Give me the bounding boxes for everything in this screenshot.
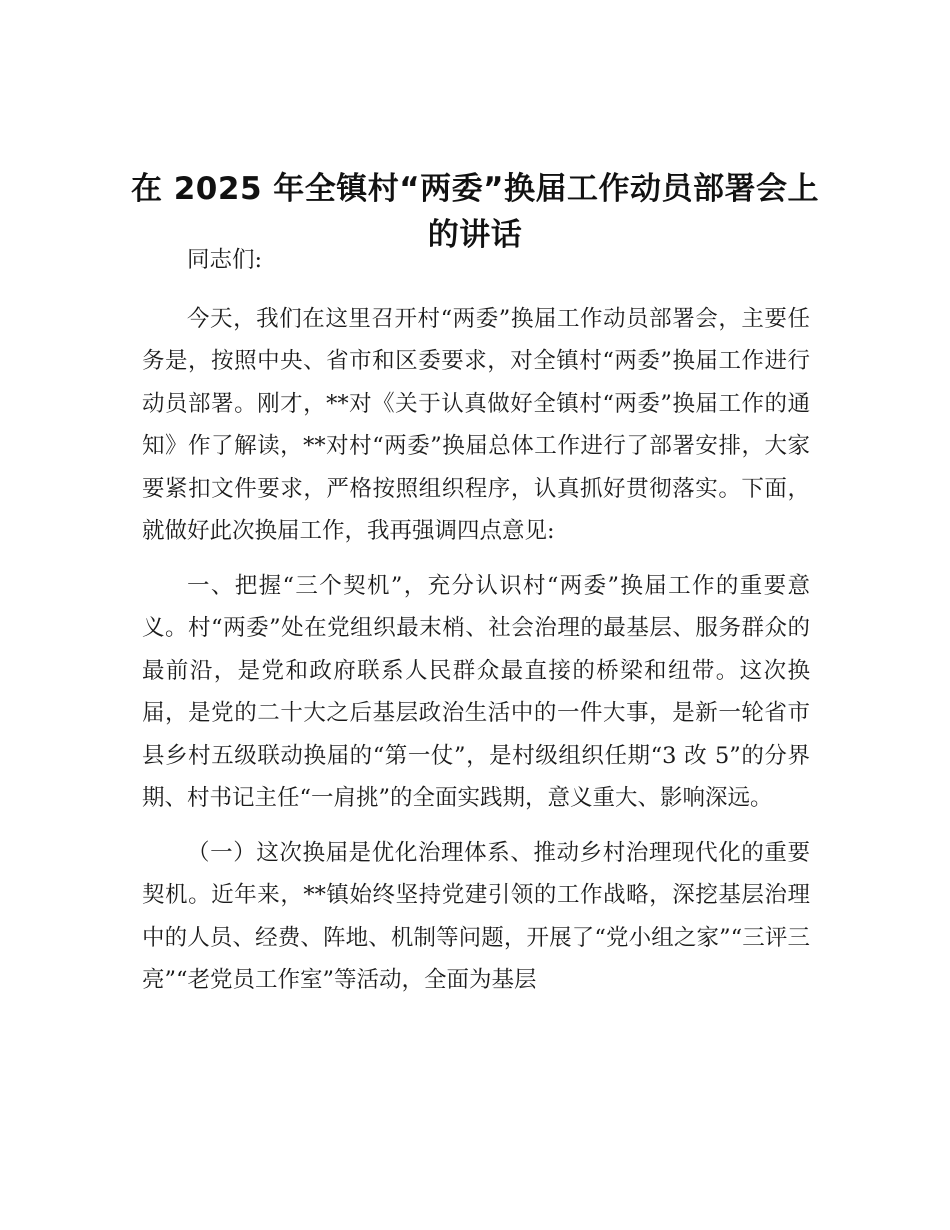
document-body xyxy=(142,239,810,1014)
paragraph-subsection-one: （一）这次换届是优化治理体系、推动乡村治理现代化的重要契机。近年来，**镇始终坚持党建引领的工作战略，深挖基层治理中的人员、经费、阵地、机制等问题，开展了“党小组之家”“三评三亮”“老党员工作室”等活动，全面为基层 xyxy=(142,839,810,993)
document-title: 在 2025 年全镇村“两委”换届工作动员部署会上的讲话 xyxy=(130,171,820,253)
paragraph-intro: 今天，我们在这里召开村“两委”换届工作动员部署会，主要任务是，按照中央、省市和区委要求，对全镇村“两委”换届工作进行动员部署。刚才，**对《关于认真做好全镇村“两委”换届工作的通知》作了解读，**对村“两委”换届总体工作进行了部署安排，大家要紧扣文件要求，严格按照组织程序，认真抓好贯彻落实。下面，就做好此次换届工作，我再强调四点意见: xyxy=(142,305,810,544)
paragraph-section-one: 一、把握“三个契机”，充分认识村“两委”换届工作的重要意义。村“两委”处在党组织最末梢、社会治理的最基层、服务群众的最前沿，是党和政府联系人民群众最直接的桥梁和纽带。这次换届，是党的二十大之后基层政治生活中的一件大事，是新一轮省市县乡村五级联动换届的“第一仗”，是村级组织任期“3 改 5”的分界期、村书记主任“一肩挑”的全面实践期，意义重大、影响深远。 xyxy=(142,572,810,811)
salutation: 同志们: xyxy=(187,247,263,273)
